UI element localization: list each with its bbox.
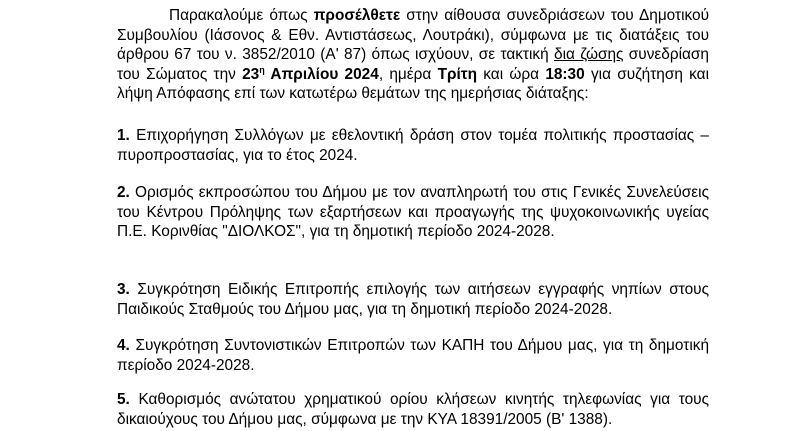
agenda-item-3 xyxy=(117,280,709,319)
intro-text-4: , ημέρα xyxy=(378,65,438,83)
meeting-time: 18:30 xyxy=(545,65,585,83)
agenda-item-number: 1. xyxy=(117,127,130,144)
meeting-date-suffix: η xyxy=(259,64,265,75)
agenda-item-1 xyxy=(117,126,709,165)
agenda-item-number: 2. xyxy=(117,184,130,201)
agenda-item-number: 5. xyxy=(117,391,130,408)
intro-text-2: στην αίθουσα συνεδριάσεων του Δημοτικού Συμβουλίου (Ιάσονος & Εθν. Αντιστάσεως, Λουτράκι), σύμφωνα με τις διατάξεις του άρθρου 67 του ν. 3852/2010 (Α' 87) όπως ισχύουν, σε τακτική xyxy=(117,7,710,64)
agenda-item-5 xyxy=(117,390,709,429)
intro-text-6: για συζήτηση και λήψη Απόφασης επί των κατωτέρω θεμάτων της ημερήσιας διάταξης: xyxy=(117,65,709,103)
document-body xyxy=(117,6,710,428)
meeting-date-month-year: Απριλίου 2024 xyxy=(264,65,379,83)
agenda-item-4 xyxy=(117,336,709,375)
agenda-item-text: Επιχορήγηση Συλλόγων με εθελοντική δράση στον τομέα πολιτικής προστασίας – πυροπροστασίας, για το έτος 2024. xyxy=(117,127,709,164)
meeting-date xyxy=(242,66,379,83)
meeting-weekday: Τρίτη xyxy=(437,65,478,83)
intro-bold-verb: προσέλθετε xyxy=(313,7,401,24)
agenda-item-2 xyxy=(117,183,709,242)
agenda-item-number: 4. xyxy=(117,337,130,354)
intro-underlined-mode: δια ζώσης xyxy=(554,46,624,64)
agenda-item-text: Συγκρότηση Συντονιστικών Επιτροπών των ΚΑΠΗ του Δήμου μας, για τη δημοτική περίοδο 2024-2028. xyxy=(117,337,709,374)
intro-paragraph xyxy=(117,6,709,104)
agenda-item-number: 3. xyxy=(117,281,130,298)
agenda-item-text: Συγκρότηση Ειδικής Επιτροπής επιλογής των αιτήσεων εγγραφής νηπίων στους Παιδικούς Σταθμούς του Δήμου μας, για τη δημοτική περίοδο 2024-2028. xyxy=(117,281,709,318)
agenda-item-text: Καθορισμός ανώτατου χρηματικού ορίου κλήσεων κινητής τηλεφωνίας για τους δικαιούχους του Δήμου μας, σύμφωνα με την ΚΥΑ 18391/2005 (Β' 1388). xyxy=(117,391,709,428)
intro-text-3: συνεδρίαση του Σώματος την xyxy=(117,46,709,83)
agenda-item-text: Ορισμός εκπροσώπου του Δήμου με τον αναπληρωτή του στις Γενικές Συνελεύσεις του Κέντρου Πρόληψης των εξαρτήσεων και προαγωγής της ψυχοκοινωνικής υγείας Π.Ε. Κορινθίας "ΔΙΟΛΚΟΣ", για τη δημοτική περίοδο 2024-2028. xyxy=(117,184,709,241)
intro-text-1: Παρακαλούμε όπως xyxy=(169,7,314,24)
intro-text-5: και ώρα xyxy=(477,65,546,83)
meeting-date-day: 23 xyxy=(242,65,260,83)
